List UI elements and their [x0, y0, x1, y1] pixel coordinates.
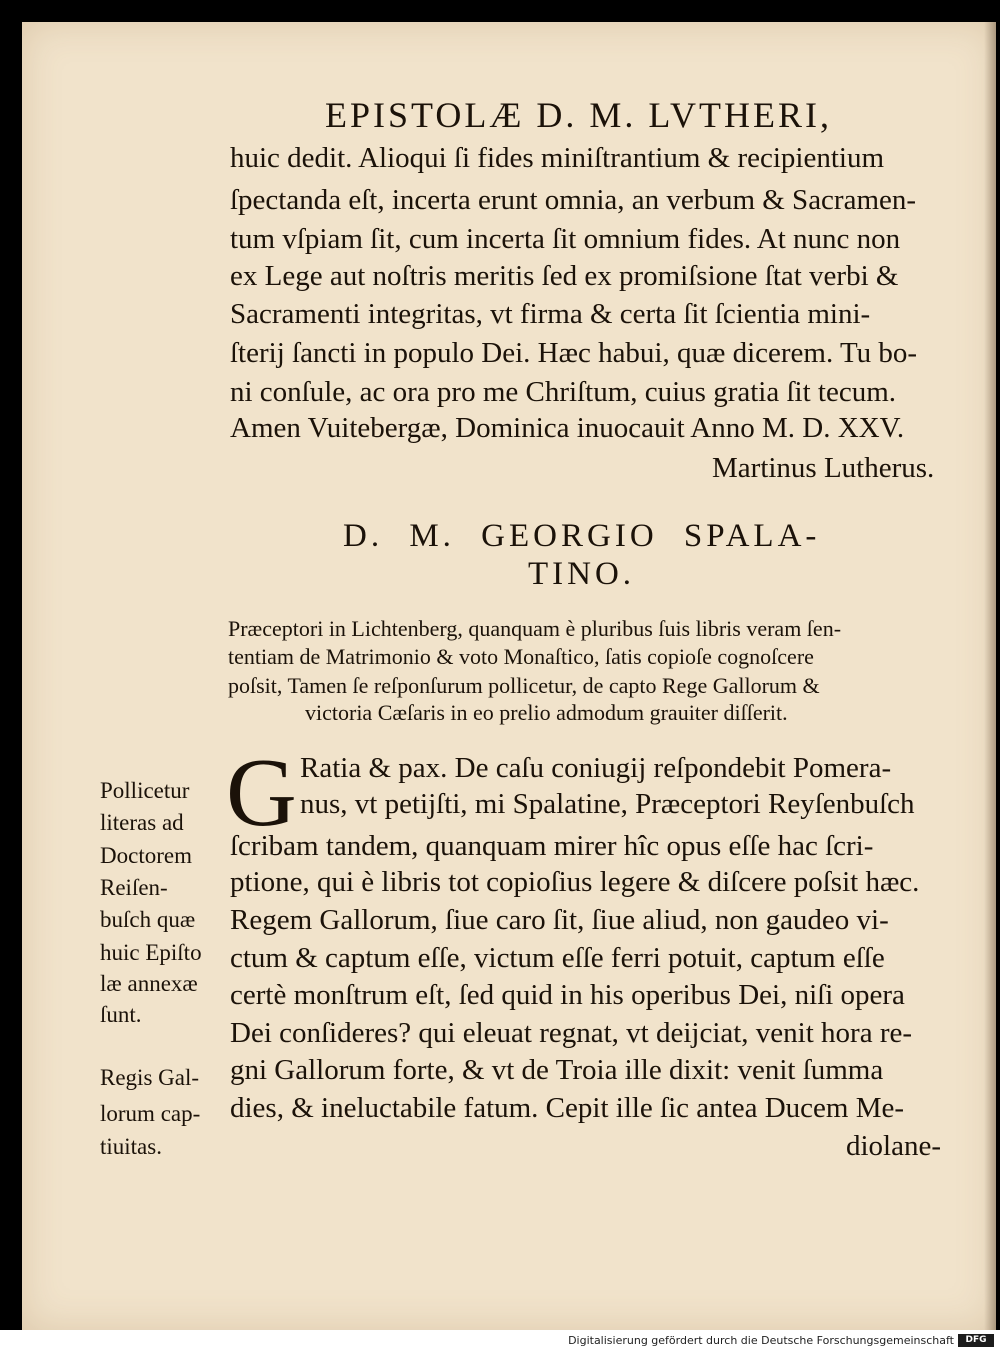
body-line: ex Lege aut noſtris meritis ſed ex promiſsione ſtat verbi &: [230, 260, 899, 292]
body-line: Amen Vuitebergæ, Dominica inuocauit Anno M. D. XXV.: [230, 412, 905, 444]
margin-note: huic Epiſto: [100, 940, 202, 965]
summary-line: tentiam de Matrimonio & voto Monaſtico, ſatis copioſe cognoſcere: [228, 644, 814, 669]
summary-line: Præceptori in Lichtenberg, quanquam è pluribus ſuis libris veram ſen-: [228, 616, 842, 641]
body-line: huic dedit. Alioqui ſi fides miniſtrantium & recipientium: [230, 142, 885, 174]
body-line: ſterij ſancti in populo Dei. Hæc habui, quæ dicerem. Tu bo-: [230, 337, 918, 369]
margin-note: tiuitas.: [100, 1134, 162, 1159]
running-head: EPISTOLÆ D. M. LVTHERI,: [325, 95, 833, 135]
letter-title: D. M. GEORGIO SPALA-: [343, 518, 821, 554]
margin-note: ſunt.: [100, 1002, 142, 1027]
letter-line: Regem Gallorum, ſiue caro ſit, ſiue aliud, non gaudeo vi-: [230, 904, 889, 936]
letter-line: gni Gallorum forte, & vt de Troia ille dixit: venit ſumma: [230, 1054, 884, 1086]
body-line: tum vſpiam ſit, cum incerta ſit omnium fides. At nunc non: [230, 223, 901, 255]
margin-note: literas ad: [100, 810, 184, 835]
margin-note: Doctorem: [100, 843, 192, 868]
letter-line: Ratia & pax. De caſu coniugij reſpondebit Pomera-: [300, 752, 892, 784]
margin-note: læ annexæ: [100, 971, 198, 996]
margin-note: Reiſen-: [100, 875, 168, 900]
drop-cap: G: [226, 739, 297, 847]
letter-line: ſcribam tandem, quanquam mirer hîc opus eſſe hac ſcri-: [230, 830, 874, 862]
page-spine-shadow: [984, 22, 996, 1330]
letter-title-continued: TINO.: [528, 556, 636, 592]
letter-line: ctum & captum eſſe, victum eſſe ferri potuit, captum eſſe: [230, 942, 885, 974]
letter-line: Dei conſideres? qui eleuat regnat, vt deijciat, venit hora re-: [230, 1017, 913, 1049]
body-line: Sacramenti integritas, vt firma & certa ſit ſcientia mini-: [230, 298, 871, 330]
body-line: ni conſule, ac ora pro me Chriſtum, cuius gratia ſit tecum.: [230, 376, 897, 408]
margin-note: Pollicetur: [100, 778, 190, 803]
signature: Martinus Lutherus.: [712, 452, 935, 484]
dfg-logo: DFG: [958, 1334, 994, 1347]
digitization-footer: [0, 1330, 1000, 1352]
catchword: diolane-: [846, 1130, 942, 1162]
margin-note: lorum cap-: [100, 1101, 201, 1126]
summary-line: victoria Cæſaris in eo prelio admodum grauiter diſſerit.: [305, 700, 788, 725]
letter-line: ptione, qui è libris tot copioſius legere & diſcere poſsit hæc.: [230, 866, 920, 898]
margin-note: buſch quæ: [100, 907, 196, 932]
letter-line: nus, vt petijſti, mi Spalatine, Præceptori Reyſenbuſch: [300, 788, 915, 820]
summary-line: poſsit, Tamen ſe reſponſurum pollicetur, de capto Rege Gallorum &: [228, 673, 820, 698]
body-line: ſpectanda eſt, incerta erunt omnia, an verbum & Sacramen-: [230, 184, 917, 216]
letter-line: dies, & ineluctabile fatum. Cepit ille ſic antea Ducem Me-: [230, 1092, 905, 1124]
margin-note: Regis Gal-: [100, 1065, 200, 1090]
letter-line: certè monſtrum eſt, ſed quid in his operibus Dei, niſi opera: [230, 979, 905, 1011]
funding-credit: Digitalisierung gefördert durch die Deutsche Forschungsgemeinschaft: [568, 1334, 954, 1347]
